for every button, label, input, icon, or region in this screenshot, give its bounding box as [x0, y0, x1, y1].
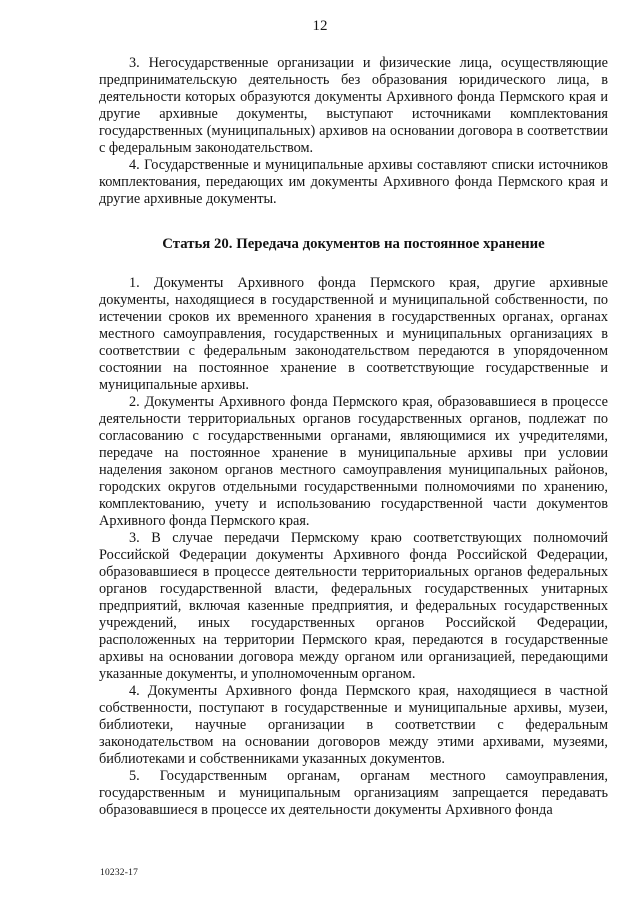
paragraph: 4. Государственные и муниципальные архивы составляют списки источников комплектования, передающих им документы Архивного фонда Пермского края и другие архивные документы.: [99, 157, 608, 207]
paragraph: 5. Государственным органам, органам местного самоуправления, государственным и муниципальным организациям запрещается передавать образовавшиеся в процессе их деятельности документы Архивного фонда: [99, 768, 608, 818]
page-number: 12: [312, 18, 328, 34]
paragraph: 2. Документы Архивного фонда Пермского края, образовавшиеся в процессе деятельности территориальных органов государственных органов, подлежат по согласованию с государственными органами, являющимися их учредителями, передаче на постоянное хранение в муниципальные архивы при условии наделения законом органов местного самоуправления муниципальных районов, городских округов отдельными государственными полномочиями по хранению, комплектованию, учету и использованию государственной части документов Архивного фонда Пермского края.: [99, 394, 608, 529]
paragraph: 4. Документы Архивного фонда Пермского края, находящиеся в частной собственности, поступают в государственные и муниципальные архивы, музеи, библиотеки, научные организации в соответствии с федеральным законодательством на основании договоров между этими архивами, музеями, библиотеками и собственниками указанных документов.: [99, 683, 608, 767]
document-body: [99, 55, 608, 819]
section-heading: Статья 20. Передача документов на постоянное хранение: [162, 236, 545, 252]
document-code: 10232-17: [100, 868, 139, 878]
paragraph: 3. В случае передачи Пермскому краю соответствующих полномочий Российской Федерации документы Архивного фонда Российской Федерации, образовавшиеся в процессе деятельности территориальных органов федеральных органов государственной власти, федеральных государственных унитарных предприятий, включая казенные предприятия, и федеральных государственных учреждений, иных государственных органов Российской Федерации, расположенных на территории Пермского края, передаются в государственные архивы на основании договора между органом или организацией, передающими указанные документы, и уполномоченным органом.: [99, 530, 608, 682]
paragraph: 1. Документы Архивного фонда Пермского края, другие архивные документы, находящиеся в государственной и муниципальной собственности, по истечении сроков их временного хранения в государственных органах, органах местного самоуправления, государственных и муниципальных организациях в соответствии с федеральным законодательством передаются в упорядоченном состоянии на постоянное хранение в соответствующие государственные и муниципальные архивы.: [99, 275, 608, 393]
paragraph: 3. Негосударственные организации и физические лица, осуществляющие предпринимательскую деятельность без образования юридического лица, в деятельности которых образуются документы Архивного фонда Пермского края и другие архивные документы, выступают источниками комплектования государственных (муниципальных) архивов на основании договора в соответствии с федеральным законодательством.: [99, 55, 608, 156]
